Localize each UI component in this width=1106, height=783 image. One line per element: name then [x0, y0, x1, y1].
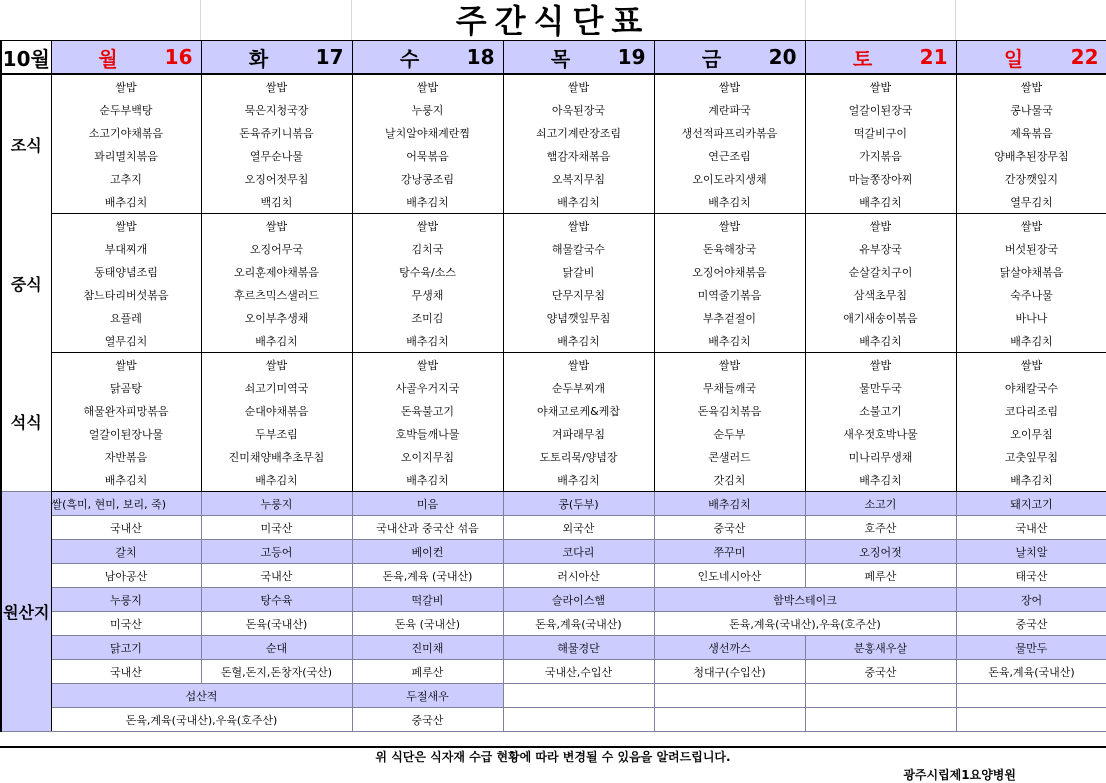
day-date: 22	[1070, 45, 1099, 69]
menu-item: 콘샐러드	[654, 445, 805, 468]
menu-item: 닭살야채볶음	[956, 260, 1106, 283]
menu-item: 배추김치	[352, 190, 503, 214]
grid-line	[805, 0, 806, 40]
empty-cell	[956, 708, 1106, 732]
menu-item: 배추김치	[51, 190, 201, 214]
day-date: 16	[164, 45, 193, 69]
menu-item: 날치알야채계란찜	[352, 121, 503, 144]
meal-label: 석식	[1, 353, 51, 492]
menu-item: 오징어무국	[201, 237, 352, 260]
menu-item: 계란파국	[654, 98, 805, 121]
origin-item: 탕수육	[201, 588, 352, 612]
menu-item: 양념깻잎무침	[503, 306, 654, 329]
menu-item: 배추김치	[805, 468, 956, 492]
menu-item: 순두부찌개	[503, 376, 654, 399]
menu-item: 고춧잎무침	[956, 445, 1106, 468]
menu-item: 얼갈이된장나물	[51, 422, 201, 445]
menu-item: 제육볶음	[956, 121, 1106, 144]
menu-item: 배추김치	[503, 329, 654, 353]
menu-item: 가지볶음	[805, 144, 956, 167]
menu-item: 콩나물국	[956, 98, 1106, 121]
menu-item: 김치국	[352, 237, 503, 260]
origin-item: 중국산	[805, 660, 956, 684]
menu-item: 배추김치	[956, 468, 1106, 492]
menu-item: 탕수육/소스	[352, 260, 503, 283]
origin-item: 진미채	[352, 636, 503, 660]
notice-text: 위 식단은 식자재 수급 현황에 따라 변경될 수 있음을 알려드립니다.	[0, 746, 1106, 766]
menu-item: 도토리묵/양념장	[503, 445, 654, 468]
origin-item: 쌀(흑미, 현미, 보리, 죽)	[51, 492, 201, 516]
hospital-name: 광주시립제1요양병원	[903, 768, 1016, 782]
origin-item: 떡갈비	[352, 588, 503, 612]
origin-item: 돈육,계육 (국내산)	[352, 564, 503, 588]
menu-item: 배추김치	[654, 190, 805, 214]
origin-item: 남아공산	[51, 564, 201, 588]
menu-item: 부추겉절이	[654, 306, 805, 329]
menu-item: 삼색초무침	[805, 283, 956, 306]
menu-item: 오복지무침	[503, 167, 654, 190]
menu-item: 닭갈비	[503, 260, 654, 283]
menu-item: 배추김치	[805, 190, 956, 214]
menu-item: 쇠고기미역국	[201, 376, 352, 399]
origin-item: 중국산	[654, 516, 805, 540]
origin-item: 코다리	[503, 540, 654, 564]
origin-item: 외국산	[503, 516, 654, 540]
menu-item: 백김치	[201, 190, 352, 214]
day-name: 화	[248, 46, 269, 71]
menu-item: 쌀밥	[805, 74, 956, 98]
origin-item: 베이컨	[352, 540, 503, 564]
menu-item: 소고기야채볶음	[51, 121, 201, 144]
origin-item: 돈육,계육(국내산)	[956, 660, 1106, 684]
origin-item: 페루산	[352, 660, 503, 684]
origin-item: 중국산	[352, 708, 503, 732]
menu-item: 숙주나물	[956, 283, 1106, 306]
menu-item: 사골우거지국	[352, 376, 503, 399]
day-name: 월	[98, 46, 118, 71]
origin-item: 페루산	[805, 564, 956, 588]
menu-item: 코다리조림	[956, 399, 1106, 422]
origin-item: 슬라이스햄	[503, 588, 654, 612]
origin-item: 돈육 (국내산)	[352, 612, 503, 636]
menu-item: 돈육쥬키니볶음	[201, 121, 352, 144]
day-date: 21	[919, 45, 948, 69]
menu-item: 배추김치	[956, 329, 1106, 353]
menu-item: 쌀밥	[352, 214, 503, 238]
origin-item: 국내산,수입산	[503, 660, 654, 684]
menu-item: 배추김치	[352, 468, 503, 492]
menu-item: 연근조림	[654, 144, 805, 167]
menu-item: 쌀밥	[654, 353, 805, 377]
menu-item: 쌀밥	[805, 353, 956, 377]
menu-item: 소불고기	[805, 399, 956, 422]
origin-item: 국내산	[51, 660, 201, 684]
menu-item: 두부조림	[201, 422, 352, 445]
menu-item: 쌀밥	[956, 353, 1106, 377]
origin-item: 미음	[352, 492, 503, 516]
menu-item: 양배추된장무침	[956, 144, 1106, 167]
origin-item: 청대구(수입산)	[654, 660, 805, 684]
origin-item: 러시아산	[503, 564, 654, 588]
menu-item: 무생채	[352, 283, 503, 306]
origin-item: 쭈꾸미	[654, 540, 805, 564]
empty-cell	[654, 708, 805, 732]
menu-item: 간장깻잎지	[956, 167, 1106, 190]
origin-item: 날치알	[956, 540, 1106, 564]
menu-item: 오이지무침	[352, 445, 503, 468]
menu-item: 강낭콩조림	[352, 167, 503, 190]
day-name: 일	[1003, 46, 1024, 71]
menu-item: 무채들깨국	[654, 376, 805, 399]
origin-item: 해물경단	[503, 636, 654, 660]
origin-item: 닭고기	[51, 636, 201, 660]
menu-item: 열무순나물	[201, 144, 352, 167]
origin-item: 갈치	[51, 540, 201, 564]
menu-item: 돈육해장국	[654, 237, 805, 260]
menu-item: 열무김치	[956, 190, 1106, 214]
day-header	[956, 41, 1106, 75]
menu-item: 생선적파프리카볶음	[654, 121, 805, 144]
origin-item: 국내산	[201, 564, 352, 588]
menu-item: 얼갈이된장국	[805, 98, 956, 121]
menu-item: 진미채양배추초무침	[201, 445, 352, 468]
origin-item: 돈육,계육(국내산),우육(호주산)	[654, 612, 956, 636]
origin-item: 함박스테이크	[654, 588, 956, 612]
empty-cell	[956, 684, 1106, 708]
menu-item: 요플레	[51, 306, 201, 329]
day-date: 17	[315, 45, 344, 69]
origin-item: 국내산	[956, 516, 1106, 540]
day-date: 18	[466, 45, 495, 69]
meal-label: 중식	[1, 214, 51, 353]
menu-item: 오이무침	[956, 422, 1106, 445]
origin-item: 두절새우	[352, 684, 503, 708]
menu-item: 순살갈치구이	[805, 260, 956, 283]
menu-item: 쌀밥	[654, 214, 805, 238]
empty-cell	[805, 684, 956, 708]
origin-item: 미국산	[51, 612, 201, 636]
origin-item: 섭산적	[51, 684, 352, 708]
origin-item: 물만두	[956, 636, 1106, 660]
menu-item: 참느타리버섯볶음	[51, 283, 201, 306]
menu-item: 자반볶음	[51, 445, 201, 468]
menu-item: 새우젓호박나물	[805, 422, 956, 445]
origin-item: 호주산	[805, 516, 956, 540]
menu-item: 부대찌개	[51, 237, 201, 260]
origin-item: 누룽지	[51, 588, 201, 612]
day-name: 토	[852, 46, 873, 71]
weekly-menu-table	[0, 40, 1106, 732]
day-name: 수	[399, 46, 420, 71]
menu-item: 해물칼국수	[503, 237, 654, 260]
origin-item: 배추김치	[654, 492, 805, 516]
menu-item: 쌀밥	[956, 214, 1106, 238]
origin-item: 국내산	[51, 516, 201, 540]
page-title: 주간식단표	[455, 2, 651, 40]
menu-item: 조미김	[352, 306, 503, 329]
menu-item: 배추김치	[201, 329, 352, 353]
menu-item: 오이도라지생채	[654, 167, 805, 190]
menu-item: 쌀밥	[51, 214, 201, 238]
menu-item: 떡갈비구이	[805, 121, 956, 144]
origin-item: 생선까스	[654, 636, 805, 660]
menu-item: 쌀밥	[201, 214, 352, 238]
menu-item: 꽈리멸치볶음	[51, 144, 201, 167]
grid-line	[351, 0, 352, 40]
menu-item: 쌀밥	[503, 353, 654, 377]
menu-item: 쌀밥	[201, 74, 352, 98]
menu-item: 배추김치	[201, 468, 352, 492]
grid-line	[955, 0, 956, 40]
menu-item: 아욱된장국	[503, 98, 654, 121]
origin-item: 오징어젓	[805, 540, 956, 564]
menu-item: 햄감자채볶음	[503, 144, 654, 167]
menu-item: 쌀밥	[352, 74, 503, 98]
day-header	[503, 41, 654, 75]
day-name: 목	[550, 46, 571, 71]
empty-cell	[805, 708, 956, 732]
menu-item: 야채고로케&케찹	[503, 399, 654, 422]
menu-item: 야채칼국수	[956, 376, 1106, 399]
origin-item: 소고기	[805, 492, 956, 516]
origin-item: 인도네시아산	[654, 564, 805, 588]
origin-item: 돈육,계육(국내산)	[503, 612, 654, 636]
menu-item: 돈육불고기	[352, 399, 503, 422]
origin-label: 원산지	[1, 492, 51, 732]
menu-item: 누룽지	[352, 98, 503, 121]
day-header	[51, 41, 201, 75]
menu-item: 쌀밥	[503, 214, 654, 238]
menu-item: 오이부추생채	[201, 306, 352, 329]
menu-item: 순대야채볶음	[201, 399, 352, 422]
origin-item: 돈육,계육(국내산),우육(호주산)	[51, 708, 352, 732]
menu-item: 미역줄기볶음	[654, 283, 805, 306]
day-header	[805, 41, 956, 75]
menu-item: 쌀밥	[654, 74, 805, 98]
empty-cell	[503, 684, 654, 708]
menu-item: 묵은지청국장	[201, 98, 352, 121]
menu-item: 쌀밥	[51, 74, 201, 98]
day-name: 금	[701, 46, 722, 71]
menu-item: 배추김치	[503, 468, 654, 492]
origin-item: 누룽지	[201, 492, 352, 516]
menu-item: 고추지	[51, 167, 201, 190]
origin-item: 순대	[201, 636, 352, 660]
menu-item: 애기새송이볶음	[805, 306, 956, 329]
origin-item: 장어	[956, 588, 1106, 612]
menu-item: 물만두국	[805, 376, 956, 399]
month-label: 10월	[1, 41, 51, 75]
menu-item: 마늘쫑장아찌	[805, 167, 956, 190]
empty-cell	[503, 708, 654, 732]
origin-item: 국내산과 중국산 섞음	[352, 516, 503, 540]
menu-item: 호박들깨나물	[352, 422, 503, 445]
menu-item: 순두부	[654, 422, 805, 445]
origin-item: 돈육(국내산)	[201, 612, 352, 636]
menu-item: 쌀밥	[51, 353, 201, 377]
origin-item: 미국산	[201, 516, 352, 540]
origin-item: 돈혈,돈지,돈창자(국산)	[201, 660, 352, 684]
menu-item: 쌀밥	[956, 74, 1106, 98]
day-date: 19	[617, 45, 646, 69]
grid-line	[200, 0, 201, 40]
menu-item: 오징어젓무침	[201, 167, 352, 190]
menu-item: 유부장국	[805, 237, 956, 260]
menu-item: 배추김치	[51, 468, 201, 492]
menu-item: 열무김치	[51, 329, 201, 353]
menu-item: 오징어야채볶음	[654, 260, 805, 283]
empty-cell	[654, 684, 805, 708]
origin-item: 태국산	[956, 564, 1106, 588]
menu-item: 쇠고기계란장조림	[503, 121, 654, 144]
menu-item: 바나나	[956, 306, 1106, 329]
day-header	[201, 41, 352, 75]
menu-item: 쌀밥	[201, 353, 352, 377]
day-date: 20	[768, 45, 797, 69]
menu-item: 배추김치	[503, 190, 654, 214]
menu-item: 돈육김치볶음	[654, 399, 805, 422]
menu-item: 쌀밥	[805, 214, 956, 238]
menu-item: 오리훈제야채볶음	[201, 260, 352, 283]
origin-item: 중국산	[956, 612, 1106, 636]
menu-item: 어묵볶음	[352, 144, 503, 167]
menu-item: 쌀밥	[352, 353, 503, 377]
menu-item: 동태양념조림	[51, 260, 201, 283]
menu-item: 배추김치	[352, 329, 503, 353]
menu-item: 후르츠믹스샐러드	[201, 283, 352, 306]
menu-item: 겨파래무침	[503, 422, 654, 445]
menu-item: 순두부백탕	[51, 98, 201, 121]
menu-item: 배추김치	[654, 329, 805, 353]
origin-item: 콩(두부)	[503, 492, 654, 516]
menu-item: 단무지무침	[503, 283, 654, 306]
origin-item: 고등어	[201, 540, 352, 564]
menu-item: 해물완자피망볶음	[51, 399, 201, 422]
origin-item: 돼지고기	[956, 492, 1106, 516]
menu-item: 닭곰탕	[51, 376, 201, 399]
menu-item: 버섯된장국	[956, 237, 1106, 260]
menu-item: 갓김치	[654, 468, 805, 492]
day-header	[352, 41, 503, 75]
meal-label: 조식	[1, 74, 51, 214]
origin-item: 분홍새우살	[805, 636, 956, 660]
menu-item: 쌀밥	[503, 74, 654, 98]
day-header	[654, 41, 805, 75]
menu-item: 미나리무생채	[805, 445, 956, 468]
menu-item: 배추김치	[805, 329, 956, 353]
